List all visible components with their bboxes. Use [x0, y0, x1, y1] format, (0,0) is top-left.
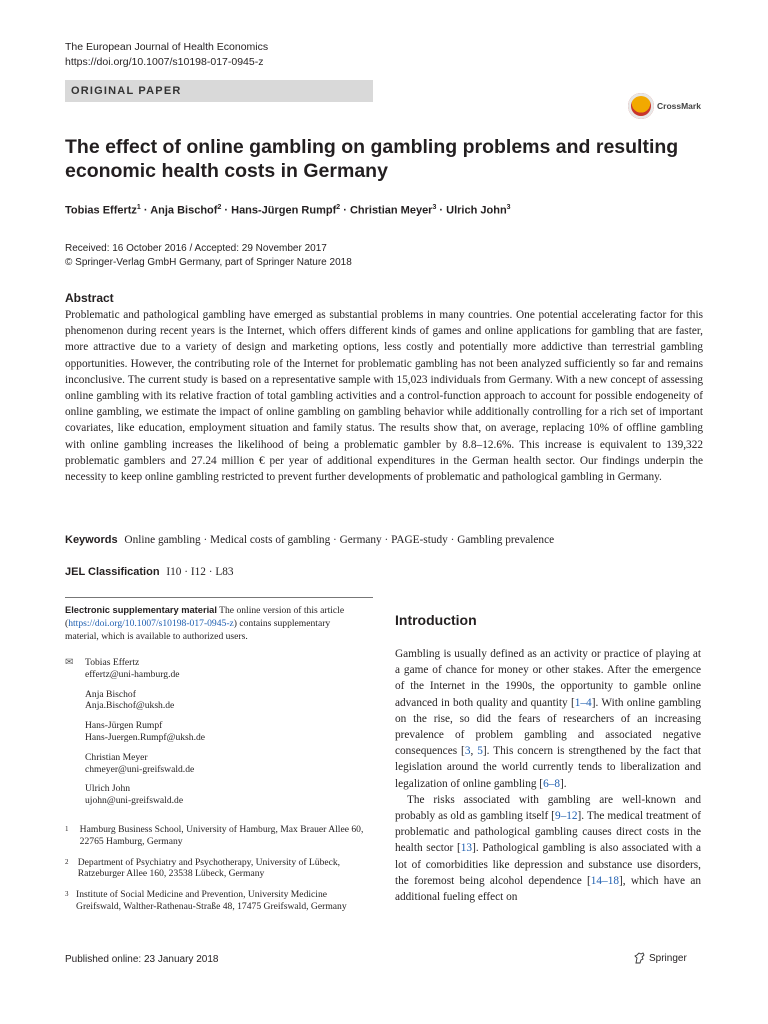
intro-text-run: ]. — [560, 777, 567, 790]
esm-after: ) contains supplementary material, which is available to authorized users. — [65, 617, 331, 642]
contact-indent — [65, 689, 85, 713]
citation-link[interactable]: 6–8 — [543, 777, 561, 790]
contact-name: Christian Meyer — [85, 751, 148, 763]
citation-link[interactable]: 5 — [477, 745, 483, 758]
contact-email[interactable]: chmeyer@uni-greifswald.de — [85, 763, 195, 775]
author-name: Ulrich John — [446, 204, 507, 217]
received-accepted: Received: 16 October 2016 / Accepted: 29 November 2017 — [65, 243, 327, 254]
affiliation-number: 3 — [65, 890, 69, 899]
author-name: Anja Bischof — [150, 204, 218, 217]
esm-label: Electronic supplementary material — [65, 605, 217, 615]
affiliation-item — [65, 824, 365, 848]
affiliation-text: Hamburg Business School, University of Hamburg, Max Brauer Allee 60, 22765 Hamburg, Germany — [79, 824, 364, 847]
publisher-name: Springer — [649, 952, 687, 964]
crossmark-icon — [628, 93, 654, 119]
affiliation-text: Department of Psychiatry and Psychotherapy, University of Lübeck, Ratzeburger Allee 160, 23538 Lübeck, Germany — [77, 856, 341, 880]
citation-link[interactable]: 9–12 — [554, 810, 578, 823]
contact-list — [65, 657, 365, 815]
contact-email[interactable]: effertz@uni-hamburg.de — [85, 668, 180, 680]
affiliation-item — [65, 857, 365, 881]
intro-text-run: , — [470, 745, 478, 758]
intro-text-run: ]. With online gambling on the rise, so did the fears of researchers of an increasing prevalence of problem gambling and associated negative consequences [ — [395, 696, 701, 758]
esm-before: The online version of this article ( — [65, 605, 345, 629]
publisher-logo — [634, 952, 687, 964]
jel-label: JEL Classification — [65, 566, 160, 578]
author-affiliation-mark: 3 — [506, 204, 511, 211]
article-type-label: ORIGINAL PAPER — [65, 80, 373, 102]
contact-name: Ulrich John — [85, 783, 131, 795]
intro-text-run: The risks associated with gambling are well-known and probably as old as gambling itself [ — [395, 793, 701, 823]
citation-link[interactable]: 3 — [464, 745, 471, 758]
contact-item — [65, 689, 365, 713]
contact-email[interactable]: ujohn@uni-greifswald.de — [85, 795, 184, 807]
paper-title: The effect of online gambling on gambling problems and resulting economic health costs in Germany — [65, 136, 679, 182]
author-affiliation-mark: 2 — [336, 204, 341, 211]
intro-text-run: ]. This concern is strengthened by the fact that legislation around the world currently tends to liberalization and legalization of online gambling [ — [395, 745, 701, 790]
crossmark-label: CrossMark — [657, 101, 701, 111]
author-separator: · — [340, 204, 350, 217]
journal-name: The European Journal of Health Economics — [65, 41, 269, 53]
intro-text-run: Gambling is usually defined as an activity or practice of playing at a game of chance for money or other stakes. After the emergence of the Internet in the 1990s, the opportunity to gamble online advanced in both quality and quantity [ — [395, 648, 701, 709]
author-list — [65, 204, 511, 217]
contact-email[interactable]: Hans-Juergen.Rumpf@uksh.de — [85, 731, 206, 743]
keywords — [65, 534, 705, 546]
contact-indent — [65, 783, 85, 807]
affiliation-item — [65, 889, 365, 913]
author-name: Tobias Effertz — [65, 204, 137, 217]
contact-name: Hans-Jürgen Rumpf — [85, 720, 163, 732]
contact-item — [65, 720, 365, 744]
citation-link[interactable]: 13 — [460, 842, 473, 855]
contact-indent — [65, 752, 85, 776]
affiliation-number: 2 — [65, 857, 69, 866]
author-separator: · — [436, 204, 447, 217]
intro-text-run: ]. The medical treatment of problematic and pathological gambling causes direct costs in the health sector [ — [395, 810, 701, 855]
jel-text: I10 · I12 · L83 — [166, 566, 234, 578]
author-name: Christian Meyer — [349, 204, 433, 217]
published-date: Published online: 23 January 2018 — [65, 954, 219, 965]
citation-link[interactable]: 1–4 — [574, 696, 592, 709]
author-name: Hans-Jürgen Rumpf — [231, 204, 337, 217]
author-separator: · — [221, 204, 232, 217]
supplementary-note — [65, 604, 350, 643]
dates-block — [65, 242, 352, 270]
springer-horse-icon — [634, 952, 646, 964]
abstract-text: Problematic and pathological gambling have emerged as substantial problems in many countries. One potential accelerating factor for this phenomenon during recent years is the Internet, which offers different kinds of games and online applications for gambling that are faster, more attractive due to a variety of design and marketing options, less costly and potentially more addictive than terrestrial gambling opportunities. However, the contributing role of the Internet for problematic gambling has not been analyzed sufficiently so far and remains inconclusive. The current study is based on a representative sample with 15,023 individuals from Germany. With a new concept of assessing online gambling with its relative fraction of total gambling activities and a control-function approach to account for possible endogeneity of online gambling, we estimate the impact of online gambling on gambling behavior while additionally controlling for a rich set of important covariates, like education, employment situation and family status. The results show that, on average, replacing 10% of offline gambling with online gambling increases the likelihood of being a problematic gambler by 8.8–12.6%. This increase is equivalent to 139,322 problematic gamblers and 27.24 million € per year of additional expenditures in the German health sector. Our findings underpin the necessity to keep online gambling restricted to prevent further developments of problematic and pathological gambling in Germany. — [65, 309, 703, 484]
contact-name: Anja Bischof — [85, 688, 136, 700]
journal-doi[interactable]: https://doi.org/10.1007/s10198-017-0945-z — [65, 56, 264, 68]
author-affiliation-mark: 2 — [217, 204, 222, 211]
intro-paragraph-1 — [395, 646, 701, 792]
contact-item — [65, 657, 365, 681]
introduction-heading: Introduction — [395, 612, 477, 628]
intro-paragraph-2 — [395, 792, 701, 905]
journal-header — [65, 40, 268, 70]
author-affiliation-mark: 1 — [136, 204, 141, 211]
abstract-heading: Abstract — [65, 291, 114, 305]
envelope-icon: ✉ — [65, 657, 74, 668]
author-affiliation-mark: 3 — [432, 204, 437, 211]
affiliation-text: Institute of Social Medicine and Prevention, University Medicine Greifswald, Walther-Rathenau-Straße 48, 17475 Greifswald, Germany — [76, 889, 347, 912]
intro-text-run: ], which have an additional fueling effect on — [395, 874, 701, 904]
contact-item — [65, 752, 365, 776]
author-separator: · — [140, 204, 151, 217]
intro-text-run: ]. Pathological gambling is also associated with a lot of comorbidities like depression and substance use disorders, the foremost being alcohol dependence [ — [395, 842, 701, 887]
contact-indent — [65, 720, 85, 744]
jel-classification — [65, 566, 234, 578]
affiliation-number: 1 — [65, 825, 69, 833]
esm-link[interactable]: https://doi.org/10.1007/s10198-017-0945-z — [68, 617, 234, 629]
keywords-text: Online gambling · Medical costs of gambling · Germany · PAGE-study · Gambling prevalence — [124, 534, 555, 546]
copyright: © Springer-Verlag GmbH Germany, part of Springer Nature 2018 — [65, 257, 352, 268]
crossmark-badge[interactable] — [628, 93, 701, 119]
citation-link[interactable]: 14–18 — [590, 874, 619, 887]
affiliation-list — [65, 824, 365, 922]
keywords-label: Keywords — [65, 534, 118, 546]
introduction-text — [395, 646, 701, 905]
contact-item — [65, 783, 365, 807]
divider — [65, 597, 373, 598]
contact-email[interactable]: Anja.Bischof@uksh.de — [85, 700, 175, 712]
contact-name: Tobias Effertz — [85, 657, 140, 668]
